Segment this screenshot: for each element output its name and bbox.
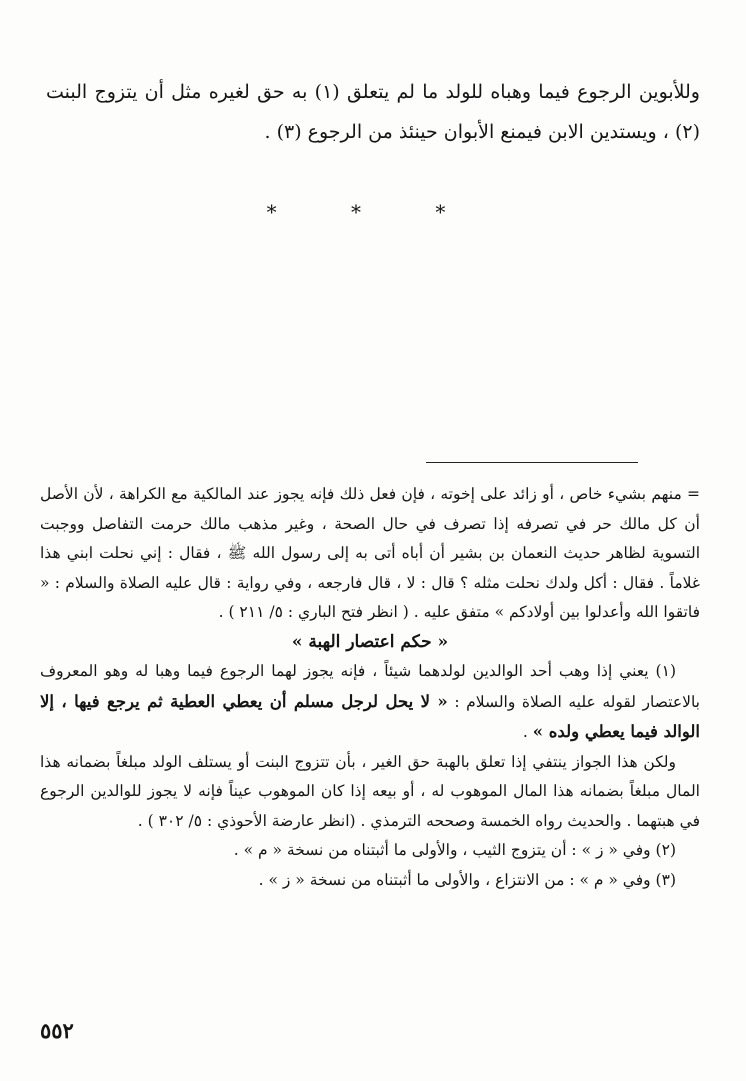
footnote-divider (426, 462, 638, 463)
footnotes-block (40, 480, 700, 895)
main-text-block (46, 72, 700, 152)
footnote-heading: « حكم اعتصار الهبة » (291, 631, 449, 652)
main-paragraph: وللأبوين الرجوع فيما وهباه للولد ما لم يتعلق (١) به حق لغيره مثل أن يتزوج البنت (٢) ، ويستدين الابن فيمنع الأبوان حينئذ من الرجوع (٣) . (46, 81, 700, 143)
footnote-1-continuation: ولكن هذا الجواز ينتفي إذا تعلق بالهبة حق الغير ، بأن تتزوج البنت أو يستلف الولد مبلغاً بضمانه هذا المال مبلغاً بضمانه هذا المال الموهوب له ، أو بيعه إذا كان الموهوب عيناً فإنه لا يجوز للوالدين الرجوع في هبتهما . والحديث رواه الخمسة وصححه الترمذي . (انظر عارضة الأحوذي : ٥/ ٣٠٢ ) . (40, 752, 700, 830)
page-number: ٥٥٢ (40, 1018, 74, 1043)
footnote-1-end: . (522, 723, 528, 741)
section-separator: * * * (266, 200, 480, 224)
footnote-continuation: = منهم بشيء خاص ، أو زائد على إخوته ، فإن فعل ذلك فإنه يجوز عند المالكية مع الكراهة ، لأن الأصل أن كل مالك حر في تصرفه إذا تصرف في حال الصحة ، وغير مذهب مالك حرمت التفاصل ووجبت التسوية لظاهر حديث النعمان بن بشير أن أباه أتى به إلى رسول الله ﷺ ، فقال : إني نحلت ابني هذا غلاماً . فقال : أكل ولدك نحلت مثله ؟ قال : لا ، قال فارجعه ، وفي رواية : قال عليه الصلاة والسلام : « فاتقوا الله وأعدلوا بين أولادكم » متفق عليه . ( انظر فتح الباري : ٥/ ٢١١ ) . (40, 485, 700, 621)
footnote-1-hadith: « لا يحل لرجل مسلم أن يعطي العطية ثم يرجع فيها ، إلا الوالد فيما يعطي ولده » (40, 691, 700, 741)
footnote-1-intro: (١) يعني إذا وهب أحد الوالدين لولدهما شيئاً ، فإنه يجوز لهما الرجوع فيما وهبا له وهو المعروف بالاعتصار لقوله عليه الصلاة والسلام : (40, 662, 700, 711)
footnote-1 (40, 657, 700, 748)
footnote-3: (٣) وفي « م » : من الانتزاع ، والأولى ما أثبتناه من نسخة « ز » . (258, 870, 676, 889)
footnote-2: (٢) وفي « ز » : أن يتزوج الثيب ، والأولى ما أثبتناه من نسخة « م » . (233, 841, 676, 859)
